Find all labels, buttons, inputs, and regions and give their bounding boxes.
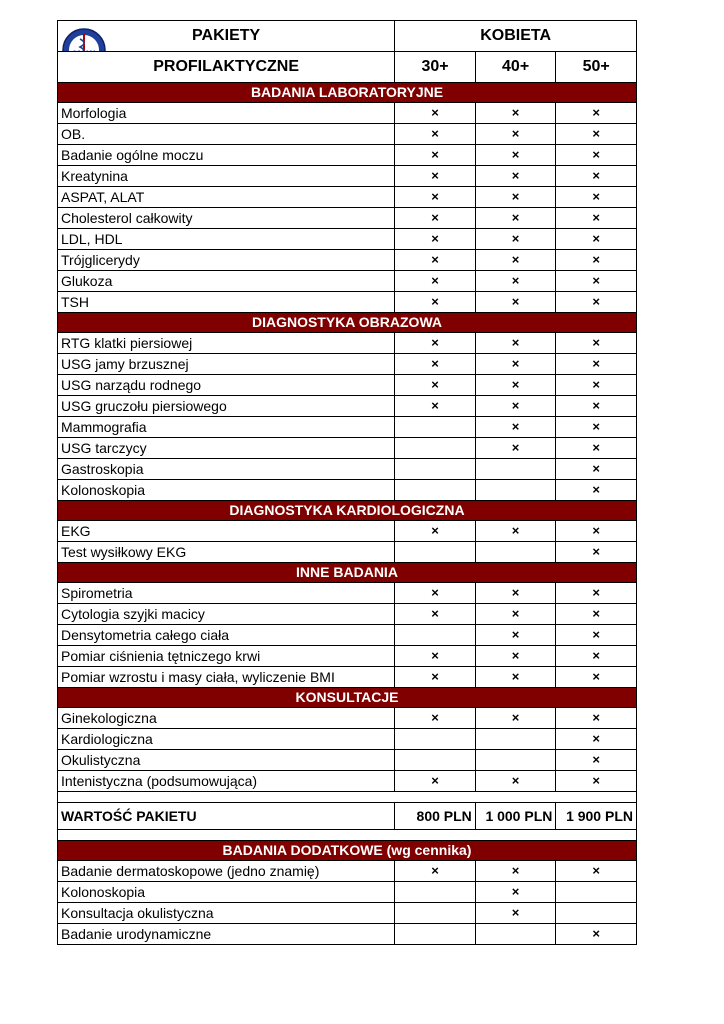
section-header-row [58, 83, 637, 103]
table-row [58, 882, 637, 903]
empty-mark-cell [475, 750, 556, 771]
empty-mark-cell [475, 542, 556, 563]
exam-name: Cholesterol całkowity [58, 208, 395, 229]
check-mark-icon: × [556, 166, 637, 187]
exam-name: OB. [58, 124, 395, 145]
check-mark-icon: × [556, 354, 637, 375]
age-header-30: 30+ [395, 52, 476, 83]
check-mark-icon: × [556, 583, 637, 604]
table-row [58, 771, 637, 792]
check-mark-icon: × [556, 103, 637, 124]
table-row [58, 667, 637, 688]
check-mark-icon: × [475, 208, 556, 229]
check-mark-icon: × [475, 229, 556, 250]
check-mark-icon: × [556, 208, 637, 229]
check-mark-icon: × [556, 271, 637, 292]
section-title: DIAGNOSTYKA OBRAZOWA [58, 313, 637, 333]
price-table-sheet [57, 20, 637, 945]
exam-name: Badanie dermatoskopowe (jedno znamię) [58, 861, 395, 882]
section-header-row [58, 841, 637, 861]
table-row [58, 354, 637, 375]
check-mark-icon: × [556, 333, 637, 354]
check-mark-icon: × [556, 771, 637, 792]
check-mark-icon: × [556, 542, 637, 563]
exam-name: Test wysiłkowy EKG [58, 542, 395, 563]
check-mark-icon: × [556, 375, 637, 396]
check-mark-icon: × [556, 625, 637, 646]
exam-name: TSH [58, 292, 395, 313]
check-mark-icon: × [395, 861, 476, 882]
exam-name: LDL, HDL [58, 229, 395, 250]
check-mark-icon: × [556, 459, 637, 480]
empty-mark-cell [475, 480, 556, 501]
exam-name: Pomiar ciśnienia tętniczego krwi [58, 646, 395, 667]
check-mark-icon: × [395, 375, 476, 396]
section-header-row [58, 563, 637, 583]
package-price: 1 900 PLN [556, 803, 637, 830]
check-mark-icon: × [395, 396, 476, 417]
spacer-cell [58, 792, 637, 803]
header-title-cell [58, 21, 395, 59]
check-mark-icon: × [395, 354, 476, 375]
table-row [58, 187, 637, 208]
check-mark-icon: × [475, 271, 556, 292]
table-row [58, 292, 637, 313]
check-mark-icon: × [395, 145, 476, 166]
empty-mark-cell [556, 882, 637, 903]
exam-name: Badanie ogólne moczu [58, 145, 395, 166]
exam-name: Spirometria [58, 583, 395, 604]
packages-table-body [58, 21, 637, 945]
check-mark-icon: × [556, 708, 637, 729]
check-mark-icon: × [556, 292, 637, 313]
section-title: KONSULTACJE [58, 688, 637, 708]
section-header-row [58, 313, 637, 333]
package-price: 1 000 PLN [475, 803, 556, 830]
check-mark-icon: × [475, 375, 556, 396]
empty-mark-cell [475, 459, 556, 480]
check-mark-icon: × [475, 521, 556, 542]
empty-mark-cell [395, 924, 476, 945]
section-title: INNE BADANIA [58, 563, 637, 583]
check-mark-icon: × [556, 521, 637, 542]
title-line-1: PAKIETY [192, 27, 261, 44]
exam-name: EKG [58, 521, 395, 542]
exam-name: Mammografia [58, 417, 395, 438]
check-mark-icon: × [475, 646, 556, 667]
spacer-cell [58, 830, 637, 841]
exam-name: Ginekologiczna [58, 708, 395, 729]
empty-mark-cell [395, 882, 476, 903]
table-row [58, 396, 637, 417]
check-mark-icon: × [475, 124, 556, 145]
check-mark-icon: × [475, 417, 556, 438]
table-row [58, 103, 637, 124]
exam-name: Intenistyczna (podsumowująca) [58, 771, 395, 792]
exam-name: Kreatynina [58, 166, 395, 187]
empty-mark-cell [395, 417, 476, 438]
check-mark-icon: × [475, 354, 556, 375]
exam-name: Kardiologiczna [58, 729, 395, 750]
exam-name: USG jamy brzusznej [58, 354, 395, 375]
check-mark-icon: × [556, 667, 637, 688]
check-mark-icon: × [395, 667, 476, 688]
check-mark-icon: × [475, 250, 556, 271]
check-mark-icon: × [556, 729, 637, 750]
check-mark-icon: × [556, 187, 637, 208]
package-value-row [58, 803, 637, 830]
check-mark-icon: × [556, 604, 637, 625]
check-mark-icon: × [556, 924, 637, 945]
age-header-50: 50+ [556, 52, 637, 83]
check-mark-icon: × [395, 583, 476, 604]
check-mark-icon: × [556, 861, 637, 882]
empty-mark-cell [395, 625, 476, 646]
packages-table [57, 20, 637, 945]
check-mark-icon: × [475, 187, 556, 208]
table-row [58, 271, 637, 292]
table-row [58, 924, 637, 945]
table-row [58, 459, 637, 480]
table-row [58, 229, 637, 250]
group-label: KOBIETA [395, 21, 637, 52]
check-mark-icon: × [475, 438, 556, 459]
empty-mark-cell [475, 924, 556, 945]
check-mark-icon: × [556, 438, 637, 459]
package-price: 800 PLN [395, 803, 476, 830]
check-mark-icon: × [395, 229, 476, 250]
check-mark-icon: × [475, 333, 556, 354]
table-row [58, 729, 637, 750]
check-mark-icon: × [475, 292, 556, 313]
header-row-2 [58, 52, 637, 83]
check-mark-icon: × [475, 103, 556, 124]
table-row [58, 604, 637, 625]
table-row [58, 166, 637, 187]
exam-name: Glukoza [58, 271, 395, 292]
check-mark-icon: × [556, 480, 637, 501]
exam-name: Kolonoskopia [58, 882, 395, 903]
check-mark-icon: × [556, 250, 637, 271]
section-title: DIAGNOSTYKA KARDIOLOGICZNA [58, 501, 637, 521]
empty-mark-cell [475, 729, 556, 750]
package-value-label: WARTOŚĆ PAKIETU [58, 803, 395, 830]
empty-mark-cell [395, 729, 476, 750]
check-mark-icon: × [395, 604, 476, 625]
check-mark-icon: × [395, 646, 476, 667]
empty-mark-cell [395, 750, 476, 771]
check-mark-icon: × [475, 625, 556, 646]
check-mark-icon: × [556, 750, 637, 771]
empty-mark-cell [395, 903, 476, 924]
header-row-1 [58, 21, 637, 52]
msw-logo-icon [61, 27, 107, 59]
check-mark-icon: × [395, 208, 476, 229]
exam-name: Kolonoskopia [58, 480, 395, 501]
exam-name: ASPAT, ALAT [58, 187, 395, 208]
table-row [58, 438, 637, 459]
empty-mark-cell [556, 903, 637, 924]
table-row [58, 750, 637, 771]
check-mark-icon: × [475, 583, 556, 604]
additional-section-title: BADANIA DODATKOWE (wg cennika) [58, 841, 637, 861]
exam-name: Konsultacja okulistyczna [58, 903, 395, 924]
check-mark-icon: × [475, 903, 556, 924]
age-header-40: 40+ [475, 52, 556, 83]
table-row [58, 208, 637, 229]
exam-name: USG tarczycy [58, 438, 395, 459]
check-mark-icon: × [556, 145, 637, 166]
check-mark-icon: × [395, 771, 476, 792]
check-mark-icon: × [395, 103, 476, 124]
check-mark-icon: × [395, 124, 476, 145]
exam-name: USG narządu rodnego [58, 375, 395, 396]
table-row [58, 583, 637, 604]
exam-name: Cytologia szyjki macicy [58, 604, 395, 625]
check-mark-icon: × [556, 417, 637, 438]
check-mark-icon: × [475, 667, 556, 688]
table-row [58, 903, 637, 924]
check-mark-icon: × [475, 708, 556, 729]
exam-name: Okulistyczna [58, 750, 395, 771]
check-mark-icon: × [556, 646, 637, 667]
table-row [58, 542, 637, 563]
exam-name: Trójglicerydy [58, 250, 395, 271]
section-header-row [58, 688, 637, 708]
exam-name: Morfologia [58, 103, 395, 124]
table-row [58, 124, 637, 145]
check-mark-icon: × [556, 396, 637, 417]
empty-mark-cell [395, 438, 476, 459]
check-mark-icon: × [395, 521, 476, 542]
table-row [58, 333, 637, 354]
table-row [58, 145, 637, 166]
empty-mark-cell [395, 542, 476, 563]
check-mark-icon: × [395, 708, 476, 729]
table-row [58, 521, 637, 542]
table-row [58, 375, 637, 396]
title-line-2: PROFILAKTYCZNE [58, 52, 395, 83]
empty-mark-cell [395, 459, 476, 480]
check-mark-icon: × [556, 124, 637, 145]
exam-name: Badanie urodynamiczne [58, 924, 395, 945]
exam-name: Densytometria całego ciała [58, 625, 395, 646]
spacer-row [58, 830, 637, 841]
check-mark-icon: × [475, 771, 556, 792]
empty-mark-cell [395, 480, 476, 501]
section-header-row [58, 501, 637, 521]
check-mark-icon: × [395, 271, 476, 292]
check-mark-icon: × [395, 333, 476, 354]
check-mark-icon: × [395, 166, 476, 187]
exam-name: Gastroskopia [58, 459, 395, 480]
svg-text:MSW: MSW [73, 49, 95, 59]
check-mark-icon: × [475, 604, 556, 625]
check-mark-icon: × [475, 145, 556, 166]
table-row [58, 480, 637, 501]
exam-name: Pomiar wzrostu i masy ciała, wyliczenie BMI [58, 667, 395, 688]
table-row [58, 417, 637, 438]
table-row [58, 861, 637, 882]
exam-name: USG gruczołu piersiowego [58, 396, 395, 417]
check-mark-icon: × [475, 396, 556, 417]
check-mark-icon: × [395, 187, 476, 208]
spacer-row [58, 792, 637, 803]
check-mark-icon: × [556, 229, 637, 250]
section-title: BADANIA LABORATORYJNE [58, 83, 637, 103]
check-mark-icon: × [395, 250, 476, 271]
check-mark-icon: × [395, 292, 476, 313]
table-row [58, 250, 637, 271]
exam-name: RTG klatki piersiowej [58, 333, 395, 354]
check-mark-icon: × [475, 882, 556, 903]
table-row [58, 708, 637, 729]
table-row [58, 625, 637, 646]
check-mark-icon: × [475, 861, 556, 882]
table-row [58, 646, 637, 667]
check-mark-icon: × [475, 166, 556, 187]
